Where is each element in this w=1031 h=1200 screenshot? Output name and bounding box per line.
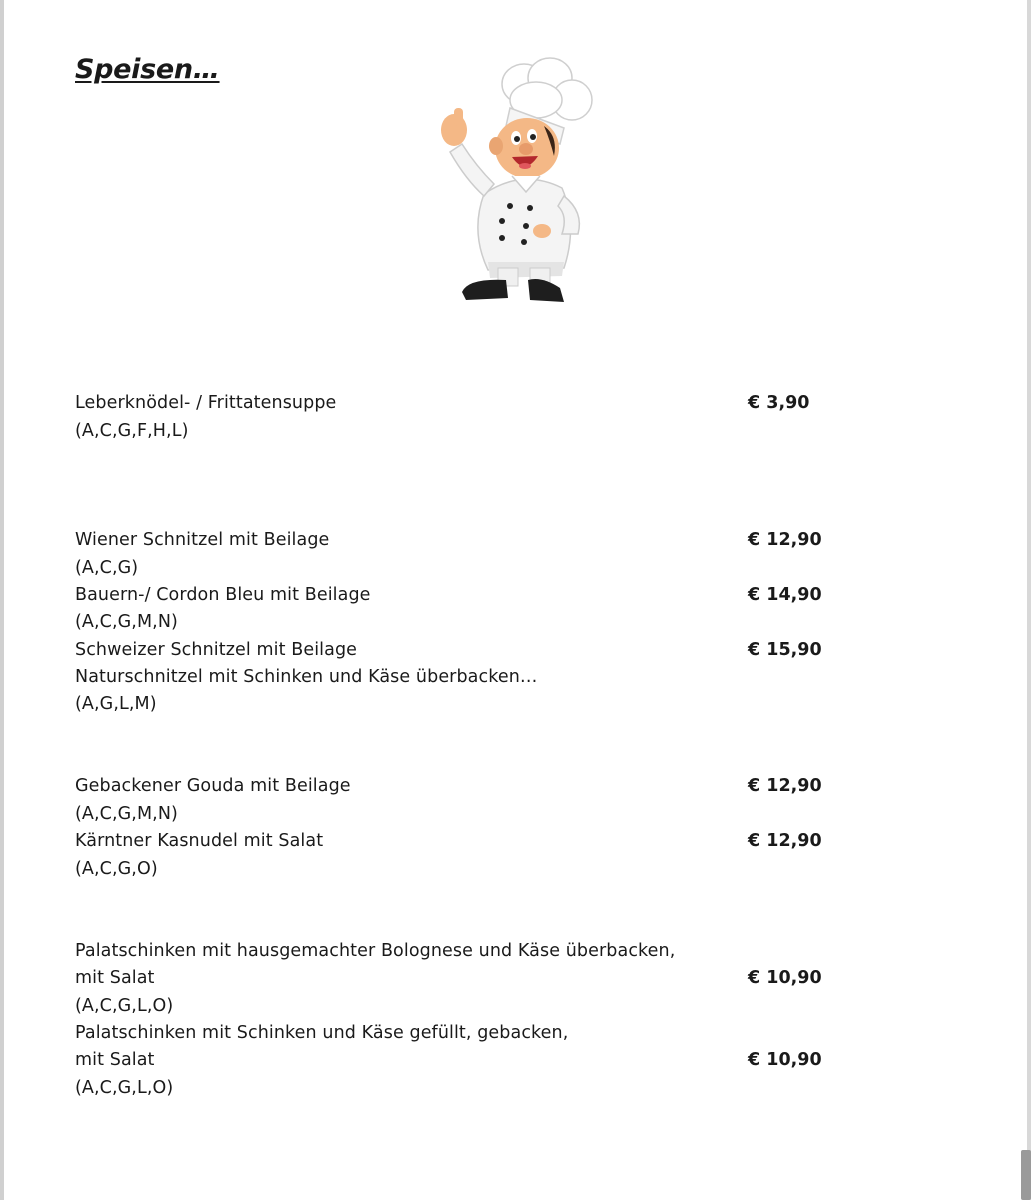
menu-item-allergens: (A,C,G,O) [75,859,158,879]
menu-item-allergens: (A,C,G,L,O) [75,1078,174,1098]
menu-item-description: Naturschnitzel mit Schinken und Käse überbacken… [75,667,538,687]
page-title: Speisen… [75,54,220,85]
menu-item-price: € 14,90 [748,585,822,605]
menu-item-name: Kärntner Kasnudel mit Salat [75,831,324,851]
menu-item-price: € 12,90 [748,530,822,550]
menu-item-price: € 15,90 [748,640,822,660]
chef-illustration [432,56,597,306]
menu-item-name: Schweizer Schnitzel mit Beilage [75,640,358,660]
menu-item-allergens: (A,C,G,M,N) [75,612,178,632]
menu-item-allergens: (A,C,G,F,H,L) [75,421,189,441]
menu-item-name: Gebackener Gouda mit Beilage [75,776,351,796]
menu-item-name-continued: mit Salat [75,1050,155,1070]
menu-item-allergens: (A,C,G) [75,558,139,578]
menu-item-price: € 3,90 [748,393,810,413]
page-edge-left [0,0,4,1200]
menu-item-price: € 12,90 [748,831,822,851]
menu-item-name-continued: mit Salat [75,968,155,988]
scrollbar-thumb[interactable] [1021,1150,1031,1200]
page-edge-right [1027,0,1031,1200]
menu-item-price: € 10,90 [748,1050,822,1070]
menu-item-name: Palatschinken mit Schinken und Käse gefüllt, gebacken, [75,1023,569,1043]
menu-item-allergens: (A,G,L,M) [75,694,157,714]
menu-item-name: Wiener Schnitzel mit Beilage [75,530,330,550]
menu-item-name: Leberknödel- / Frittatensuppe [75,393,337,413]
menu-item-price: € 12,90 [748,776,822,796]
menu-item-allergens: (A,C,G,M,N) [75,804,178,824]
menu-item-price: € 10,90 [748,968,822,988]
menu-item-name: Bauern-/ Cordon Bleu mit Beilage [75,585,371,605]
menu-item-name: Palatschinken mit hausgemachter Bolognese und Käse überbacken, [75,941,676,961]
menu-item-allergens: (A,C,G,L,O) [75,996,174,1016]
